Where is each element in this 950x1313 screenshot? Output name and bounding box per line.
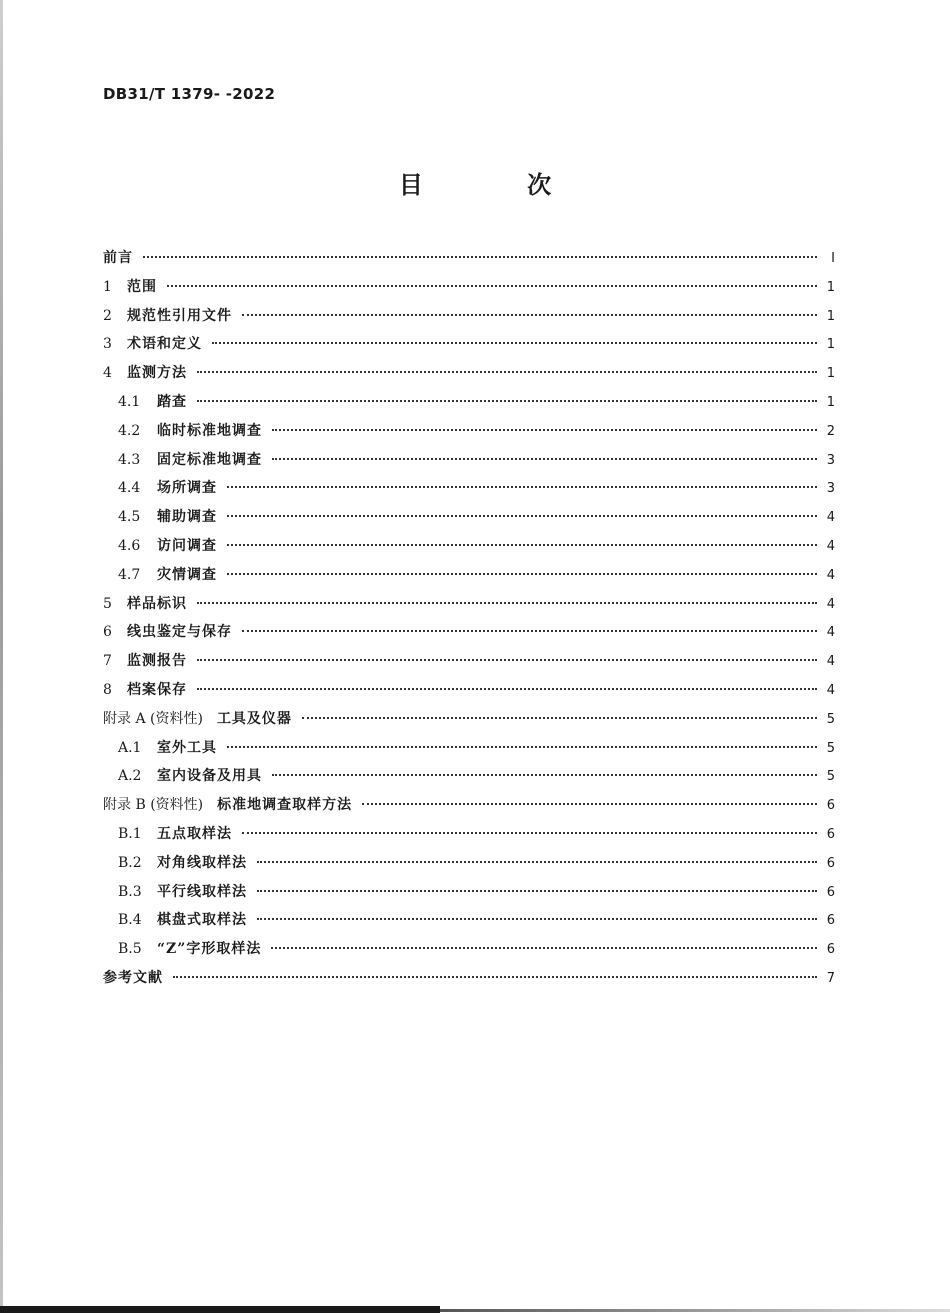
toc-page-number: 4	[826, 596, 835, 612]
toc-leader-dots	[173, 976, 817, 978]
toc-page-number: 5	[826, 769, 835, 785]
toc-entry-4[interactable]	[103, 359, 835, 388]
toc-number: 4.5	[118, 509, 141, 526]
toc-page-number: 6	[826, 798, 835, 814]
toc-entry-1[interactable]	[103, 273, 835, 302]
toc-page-number: 6	[826, 913, 835, 929]
toc-page-number: 6	[826, 855, 835, 871]
toc-page-number: 5	[826, 740, 835, 756]
toc-number: 8	[103, 681, 112, 698]
toc-entry-b-3[interactable]	[103, 878, 835, 907]
toc-entry-4-7[interactable]	[103, 561, 835, 590]
toc-number: 2	[103, 307, 112, 324]
toc-entry-references[interactable]	[103, 964, 835, 993]
toc-number: 3	[103, 336, 112, 353]
toc-leader-dots	[197, 371, 817, 373]
toc-page-number: 3	[826, 452, 835, 468]
toc-label: 临时标准地调查	[157, 422, 262, 439]
toc-leader-dots	[167, 285, 817, 287]
toc-leader-dots	[227, 544, 817, 546]
toc-label: 室外工具	[157, 739, 217, 756]
toc-number: 7	[103, 653, 112, 670]
toc-number: 4.1	[118, 393, 141, 410]
page-title: 目 次	[398, 171, 600, 199]
toc-leader-dots	[271, 947, 817, 949]
toc-page-number: 4	[826, 538, 835, 554]
toc-entry-6[interactable]	[103, 618, 835, 647]
toc-leader-dots	[257, 890, 817, 892]
toc-page-number: 1	[826, 279, 835, 295]
toc-label: 棋盘式取样法	[157, 912, 247, 929]
toc-entry-4-4[interactable]	[103, 474, 835, 503]
toc-entry-2[interactable]	[103, 302, 835, 331]
toc-page-number: 4	[826, 567, 835, 583]
toc-page-number: 1	[826, 366, 835, 382]
toc-leader-dots	[227, 486, 817, 488]
toc-entry-4-2[interactable]	[103, 417, 835, 446]
toc-page-number: 6	[826, 884, 835, 900]
toc-number: 4.6	[118, 537, 141, 554]
toc-page-number: 4	[826, 682, 835, 698]
toc-leader-dots	[197, 602, 817, 604]
toc-page-number: 6	[826, 942, 835, 958]
toc-leader-dots	[143, 256, 817, 258]
toc-number: 附录 A (资料性)	[103, 710, 203, 727]
toc-leader-dots	[227, 515, 817, 517]
toc-label: 室内设备及用具	[157, 768, 262, 785]
toc-leader-dots	[272, 429, 817, 431]
document-code: DB31/T 1379- -2022	[103, 85, 276, 103]
toc-page-number: 6	[826, 826, 835, 842]
toc-leader-dots	[257, 918, 817, 920]
toc-number: 1	[103, 278, 112, 295]
toc-label: 前言	[103, 250, 133, 266]
toc-label: 标准地调查取样方法	[217, 797, 353, 814]
toc-label: 监测报告	[127, 653, 187, 670]
toc-leader-dots	[242, 630, 817, 632]
toc-number: 5	[103, 595, 112, 612]
toc-page-number: 4	[826, 510, 835, 526]
toc-label: 踏查	[157, 393, 187, 410]
toc-label: 样品标识	[127, 595, 187, 612]
toc-leader-dots	[197, 400, 817, 402]
toc-entry-7[interactable]	[103, 647, 835, 676]
toc-leader-dots	[362, 803, 817, 805]
toc-entry-4-5[interactable]	[103, 503, 835, 532]
toc-leader-dots	[257, 861, 817, 863]
toc-entry-8[interactable]	[103, 676, 835, 705]
toc-number: B.1	[118, 825, 142, 842]
toc-number: A.1	[118, 739, 142, 756]
toc-entry-5[interactable]	[103, 590, 835, 619]
toc-number: 6	[103, 624, 112, 641]
toc-number: 附录 B (资料性)	[103, 797, 204, 814]
toc-number: A.2	[118, 768, 142, 785]
toc-label: “Z”字形取样法	[157, 941, 262, 958]
toc-number: B.5	[118, 941, 142, 958]
toc-label: 范围	[127, 278, 157, 295]
toc-page-number: 1	[826, 337, 835, 353]
toc-page-number: 4	[826, 625, 835, 641]
toc-leader-dots	[227, 746, 817, 748]
toc-leader-dots	[212, 342, 817, 344]
toc-number: B.4	[118, 912, 142, 929]
toc-number: 4.4	[118, 480, 141, 497]
toc-label: 档案保存	[127, 681, 187, 698]
toc-entry-appendix-b[interactable]	[103, 791, 835, 820]
toc-leader-dots	[242, 314, 817, 316]
toc-page-number: 7	[826, 970, 835, 986]
toc-number: B.3	[118, 883, 142, 900]
toc-leader-dots	[272, 458, 817, 460]
toc-number: 4	[103, 365, 112, 382]
toc-page-number: 4	[826, 654, 835, 670]
toc-label: 规范性引用文件	[127, 307, 232, 324]
toc-number: 4.3	[118, 451, 141, 468]
toc-leader-dots	[197, 688, 817, 690]
toc-label: 监测方法	[127, 365, 187, 382]
toc-number: 4.7	[118, 566, 141, 583]
toc-entry-b-1[interactable]	[103, 820, 835, 849]
toc-label: 工具及仪器	[216, 710, 292, 727]
toc-entry-4-3[interactable]	[103, 446, 835, 475]
toc-entry-a-1[interactable]	[103, 734, 835, 763]
toc-leader-dots	[227, 573, 817, 575]
toc-entry-a-2[interactable]	[103, 762, 835, 791]
table-of-contents	[103, 244, 835, 993]
toc-page-number: 5	[826, 711, 835, 727]
toc-page-number: 2	[826, 423, 835, 439]
toc-leader-dots	[242, 832, 817, 834]
toc-entry-appendix-a[interactable]	[103, 705, 835, 734]
toc-leader-dots	[272, 774, 817, 776]
toc-page-number: 1	[826, 308, 835, 324]
toc-label: 对角线取样法	[157, 854, 247, 871]
toc-label: 灾情调查	[157, 566, 217, 583]
toc-page-number: 1	[826, 394, 835, 410]
toc-label: 固定标准地调查	[157, 451, 262, 468]
toc-page-number: I	[831, 251, 835, 266]
toc-label: 平行线取样法	[157, 883, 247, 900]
toc-label: 术语和定义	[127, 336, 202, 353]
toc-entry-4-1[interactable]	[103, 388, 835, 417]
toc-entry-b-5[interactable]	[103, 935, 835, 964]
toc-label: 场所调查	[157, 480, 217, 497]
toc-label: 访问调查	[157, 537, 217, 554]
toc-entry-b-2[interactable]	[103, 849, 835, 878]
toc-entry-b-4[interactable]	[103, 906, 835, 935]
toc-label: 五点取样法	[157, 825, 232, 842]
toc-leader-dots	[197, 659, 817, 661]
toc-entry-4-6[interactable]	[103, 532, 835, 561]
toc-label: 参考文献	[103, 969, 163, 986]
toc-label: 线虫鉴定与保存	[127, 624, 232, 641]
toc-entry-preface[interactable]	[103, 244, 835, 273]
toc-number: B.2	[118, 854, 142, 871]
toc-number: 4.2	[118, 422, 141, 439]
toc-leader-dots	[302, 717, 817, 719]
toc-page-number: 3	[826, 481, 835, 497]
toc-label: 辅助调查	[157, 509, 217, 526]
toc-entry-3[interactable]	[103, 330, 835, 359]
scan-bottom-line	[440, 1309, 950, 1312]
scan-bottom-bar	[0, 1306, 440, 1313]
